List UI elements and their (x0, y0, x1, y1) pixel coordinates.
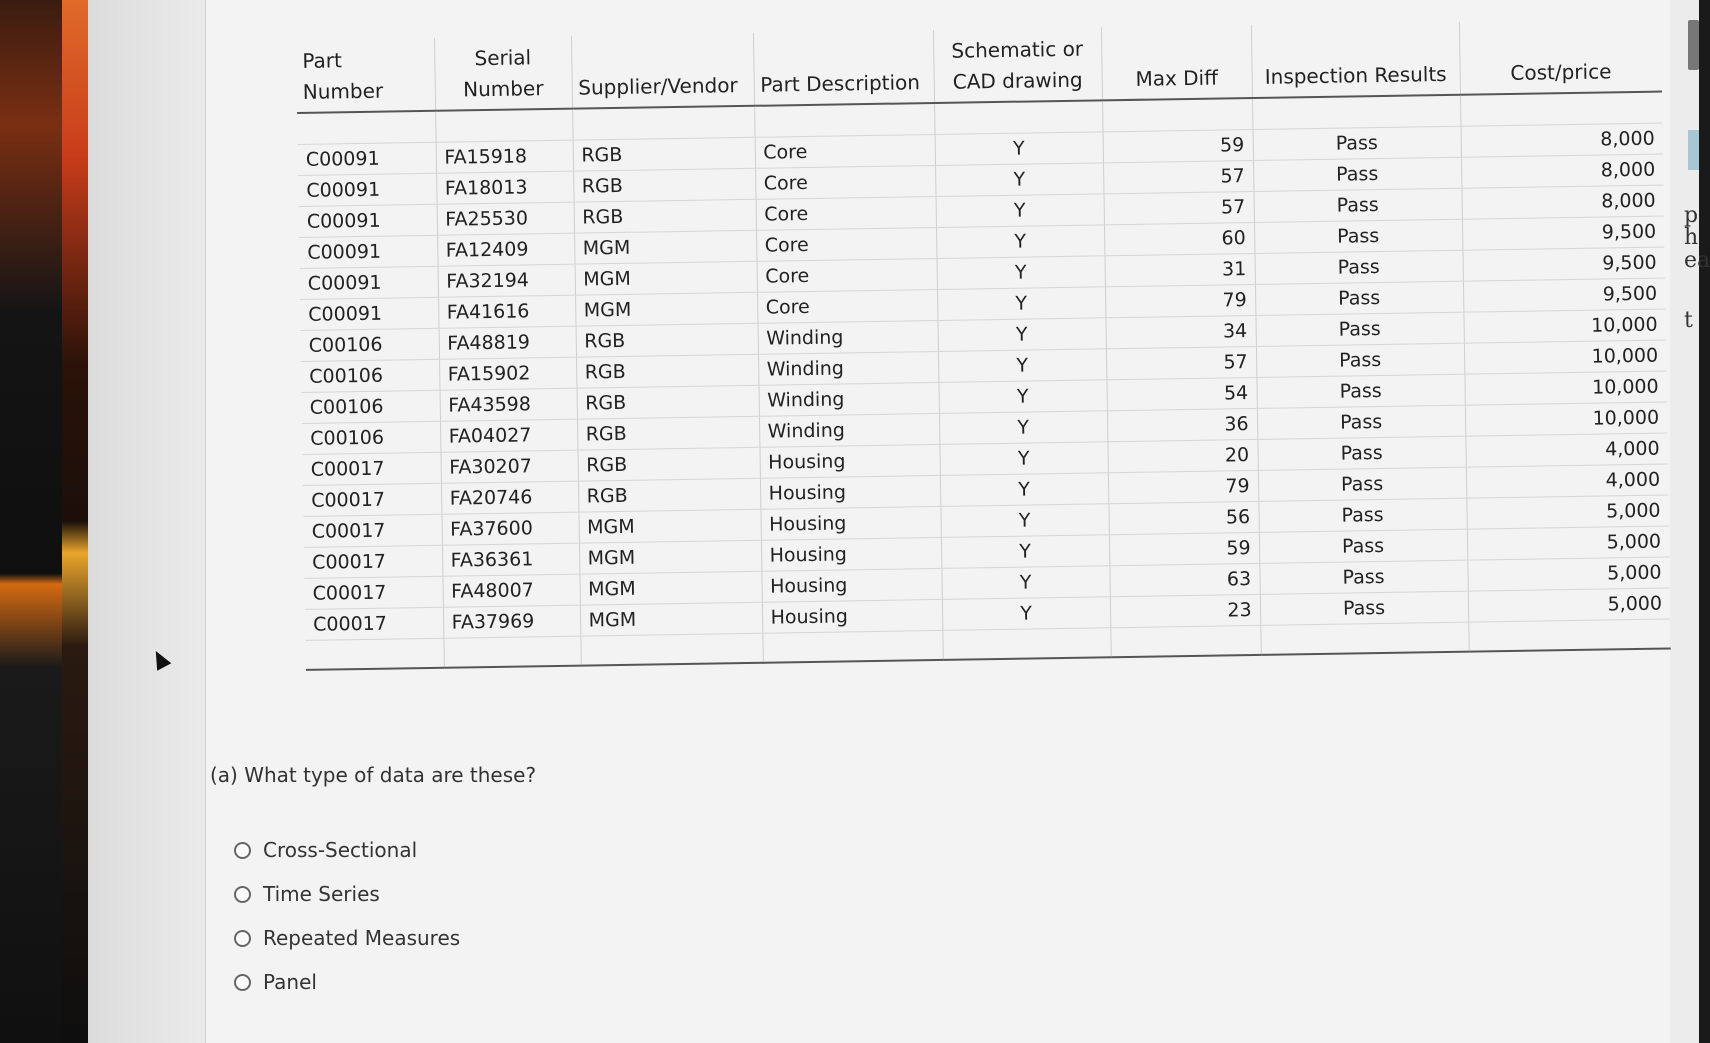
cell-inspection: Pass (1258, 467, 1466, 501)
cell-serial-number: FA15902 (439, 357, 576, 390)
cell-max-diff: 79 (1105, 284, 1255, 317)
cell-cost: 10,000 (1464, 340, 1666, 374)
cell-max-diff: 79 (1108, 470, 1258, 503)
cell-description: Core (755, 134, 935, 168)
answer-options (234, 828, 460, 1004)
cell-inspection: Pass (1255, 312, 1463, 346)
radio-circle-icon[interactable] (234, 842, 251, 859)
cell-part-number: C00017 (304, 545, 442, 578)
header-max-diff: Max Diff (1101, 25, 1252, 100)
cell-description: Core (757, 289, 937, 323)
cell-part-number: C00106 (302, 421, 440, 454)
cell-description: Winding (758, 382, 938, 416)
header-part-number: Part Number (296, 38, 435, 113)
header-schematic-cad: Schematic or CAD drawing (933, 27, 1102, 103)
cell-description: Housing (760, 506, 940, 540)
cell-cad: Y (938, 349, 1106, 383)
cell-cost: 9,500 (1462, 247, 1664, 281)
option-label: Repeated Measures (263, 926, 461, 950)
cell-part-number: C00017 (303, 452, 441, 485)
cell-max-diff: 57 (1103, 160, 1253, 193)
header-cost-price: Cost/price (1459, 19, 1662, 95)
option-label: Cross-Sectional (263, 838, 418, 862)
cell-cost: 5,000 (1467, 526, 1669, 560)
cell-cad: Y (940, 473, 1108, 507)
header-serial-number: Serial Number (434, 36, 572, 111)
cell-max-diff: 34 (1105, 315, 1255, 348)
cell-supplier: RGB (573, 137, 755, 171)
cell-supplier: RGB (573, 168, 755, 202)
cell-inspection: Pass (1257, 405, 1465, 439)
cell-serial-number: FA12409 (437, 233, 574, 266)
cell-part-number: C00091 (299, 204, 437, 237)
option-cross-sectional[interactable] (234, 828, 460, 872)
clipped-text: p (1684, 203, 1699, 228)
cell-cost: 4,000 (1466, 464, 1668, 498)
cell-serial-number: FA48819 (439, 326, 576, 359)
cell-serial-number: FA41616 (438, 295, 575, 328)
cell-inspection: Pass (1260, 591, 1468, 625)
cell-inspection: Pass (1257, 436, 1465, 470)
cell-part-number: C00017 (305, 607, 443, 640)
cell-serial-number: FA15918 (436, 140, 573, 173)
header-supplier-vendor: Supplier/Vendor (571, 33, 754, 109)
cell-supplier: RGB (576, 354, 758, 388)
cell-cad: Y (937, 287, 1105, 321)
cell-cost: 9,500 (1463, 278, 1665, 312)
cell-inspection: Pass (1254, 250, 1462, 284)
cell-cad: Y (936, 225, 1104, 259)
cell-serial-number: FA36361 (442, 543, 579, 576)
cell-inspection: Pass (1255, 281, 1463, 315)
cell-description: Core (756, 227, 936, 261)
cell-serial-number: FA04027 (440, 419, 577, 452)
cell-inspection: Pass (1253, 157, 1461, 191)
cell-max-diff: 59 (1109, 532, 1259, 565)
cell-cost: 10,000 (1464, 371, 1666, 405)
cell-part-number: C00091 (299, 235, 437, 268)
cell-serial-number: FA20746 (441, 481, 578, 514)
cell-supplier: MGM (579, 571, 761, 605)
cell-part-number: C00106 (301, 328, 439, 361)
clipped-text: ea (1684, 248, 1710, 273)
cell-supplier: RGB (577, 416, 759, 450)
cell-cost: 8,000 (1460, 123, 1662, 157)
cell-cad: Y (941, 566, 1109, 600)
cell-inspection: Pass (1259, 529, 1467, 563)
cell-description: Winding (759, 413, 939, 447)
radio-circle-icon[interactable] (234, 886, 251, 903)
option-repeated-measures[interactable] (234, 916, 460, 960)
cell-serial-number: FA37969 (443, 605, 580, 638)
cell-cad: Y (942, 597, 1110, 631)
cell-max-diff: 57 (1106, 346, 1256, 379)
cell-description: Core (757, 258, 937, 292)
cell-part-number: C00106 (302, 390, 440, 423)
option-label: Time Series (263, 882, 380, 906)
cell-cad: Y (937, 256, 1105, 290)
cell-supplier: MGM (578, 509, 760, 543)
radio-circle-icon[interactable] (234, 974, 251, 991)
cell-part-number: C00091 (298, 173, 436, 206)
cell-description: Core (756, 196, 936, 230)
cell-supplier: RGB (577, 385, 759, 419)
option-time-series[interactable] (234, 872, 460, 916)
cell-serial-number: FA18013 (436, 171, 573, 204)
cell-max-diff: 31 (1104, 253, 1254, 286)
cell-cost: 8,000 (1461, 185, 1663, 219)
cell-inspection: Pass (1256, 343, 1464, 377)
cell-supplier: MGM (575, 261, 757, 295)
cell-part-number: C00017 (304, 576, 442, 609)
cell-part-number: C00017 (303, 483, 441, 516)
cell-max-diff: 54 (1106, 377, 1256, 410)
cell-serial-number: FA30207 (440, 450, 577, 483)
cell-supplier: RGB (576, 323, 758, 357)
cell-supplier: RGB (574, 199, 756, 233)
cell-part-number: C00017 (303, 514, 441, 547)
parts-data-table (296, 19, 1671, 671)
side-tab (1688, 130, 1699, 170)
cell-serial-number: FA25530 (437, 202, 574, 235)
cell-supplier: MGM (574, 230, 756, 264)
cell-cad: Y (935, 132, 1103, 166)
cell-part-number: C00091 (298, 142, 436, 175)
cell-supplier: MGM (579, 540, 761, 574)
cell-cost: 9,500 (1462, 216, 1664, 250)
cell-max-diff: 59 (1103, 129, 1253, 162)
cell-description: Housing (761, 537, 941, 571)
cell-description: Winding (758, 351, 938, 385)
cell-cad: Y (939, 442, 1107, 476)
cell-cad: Y (941, 535, 1109, 569)
cell-max-diff: 56 (1108, 501, 1258, 534)
cell-serial-number: FA32194 (438, 264, 575, 297)
cell-description: Housing (762, 599, 942, 633)
clipped-text: t (1684, 308, 1693, 333)
cell-supplier: MGM (575, 292, 757, 326)
cell-cost: 10,000 (1465, 402, 1667, 436)
cell-cost: 5,000 (1466, 495, 1668, 529)
cell-inspection: Pass (1258, 498, 1466, 532)
cell-inspection: Pass (1259, 560, 1467, 594)
cell-max-diff: 63 (1109, 563, 1259, 596)
question-text: (a) What type of data are these? (210, 763, 537, 787)
cell-max-diff: 57 (1104, 191, 1254, 224)
radio-circle-icon[interactable] (234, 930, 251, 947)
cell-inspection: Pass (1253, 188, 1461, 222)
cell-max-diff: 36 (1107, 408, 1257, 441)
cell-max-diff: 20 (1107, 439, 1257, 472)
cell-cad: Y (936, 194, 1104, 228)
cell-description: Housing (760, 475, 940, 509)
cell-supplier: RGB (578, 478, 760, 512)
cell-cost: 5,000 (1468, 588, 1670, 622)
cell-description: Core (755, 165, 935, 199)
cell-cad: Y (938, 380, 1106, 414)
cell-cost: 10,000 (1463, 309, 1665, 343)
cell-cad: Y (939, 411, 1107, 445)
cell-description: Winding (758, 320, 938, 354)
cell-description: Housing (761, 568, 941, 602)
cell-supplier: RGB (577, 447, 759, 481)
scrollbar-tab[interactable] (1688, 20, 1699, 70)
right-edge-clip (1670, 0, 1710, 1043)
cell-serial-number: FA48007 (442, 574, 579, 607)
cell-serial-number: FA37600 (441, 512, 578, 545)
cell-cad: Y (937, 318, 1105, 352)
cell-description: Housing (759, 444, 939, 478)
cell-inspection: Pass (1253, 126, 1461, 160)
cell-cad: Y (940, 504, 1108, 538)
cell-cad: Y (935, 163, 1103, 197)
cell-max-diff: 60 (1104, 222, 1254, 255)
cell-cost: 4,000 (1465, 433, 1667, 467)
header-inspection-results: Inspection Results (1251, 22, 1460, 98)
cell-inspection: Pass (1256, 374, 1464, 408)
cell-cost: 8,000 (1461, 154, 1663, 188)
cell-cost: 5,000 (1467, 557, 1669, 591)
cell-inspection: Pass (1254, 219, 1462, 253)
cell-serial-number: FA43598 (440, 388, 577, 421)
cell-part-number: C00091 (300, 297, 438, 330)
cell-max-diff: 23 (1110, 594, 1260, 627)
option-label: Panel (263, 970, 317, 994)
option-panel[interactable] (234, 960, 460, 1004)
header-part-description: Part Description (753, 30, 934, 106)
clipped-text: h (1684, 225, 1699, 250)
cell-part-number: C00091 (300, 266, 438, 299)
cell-supplier: MGM (580, 602, 762, 636)
cell-part-number: C00106 (301, 359, 439, 392)
